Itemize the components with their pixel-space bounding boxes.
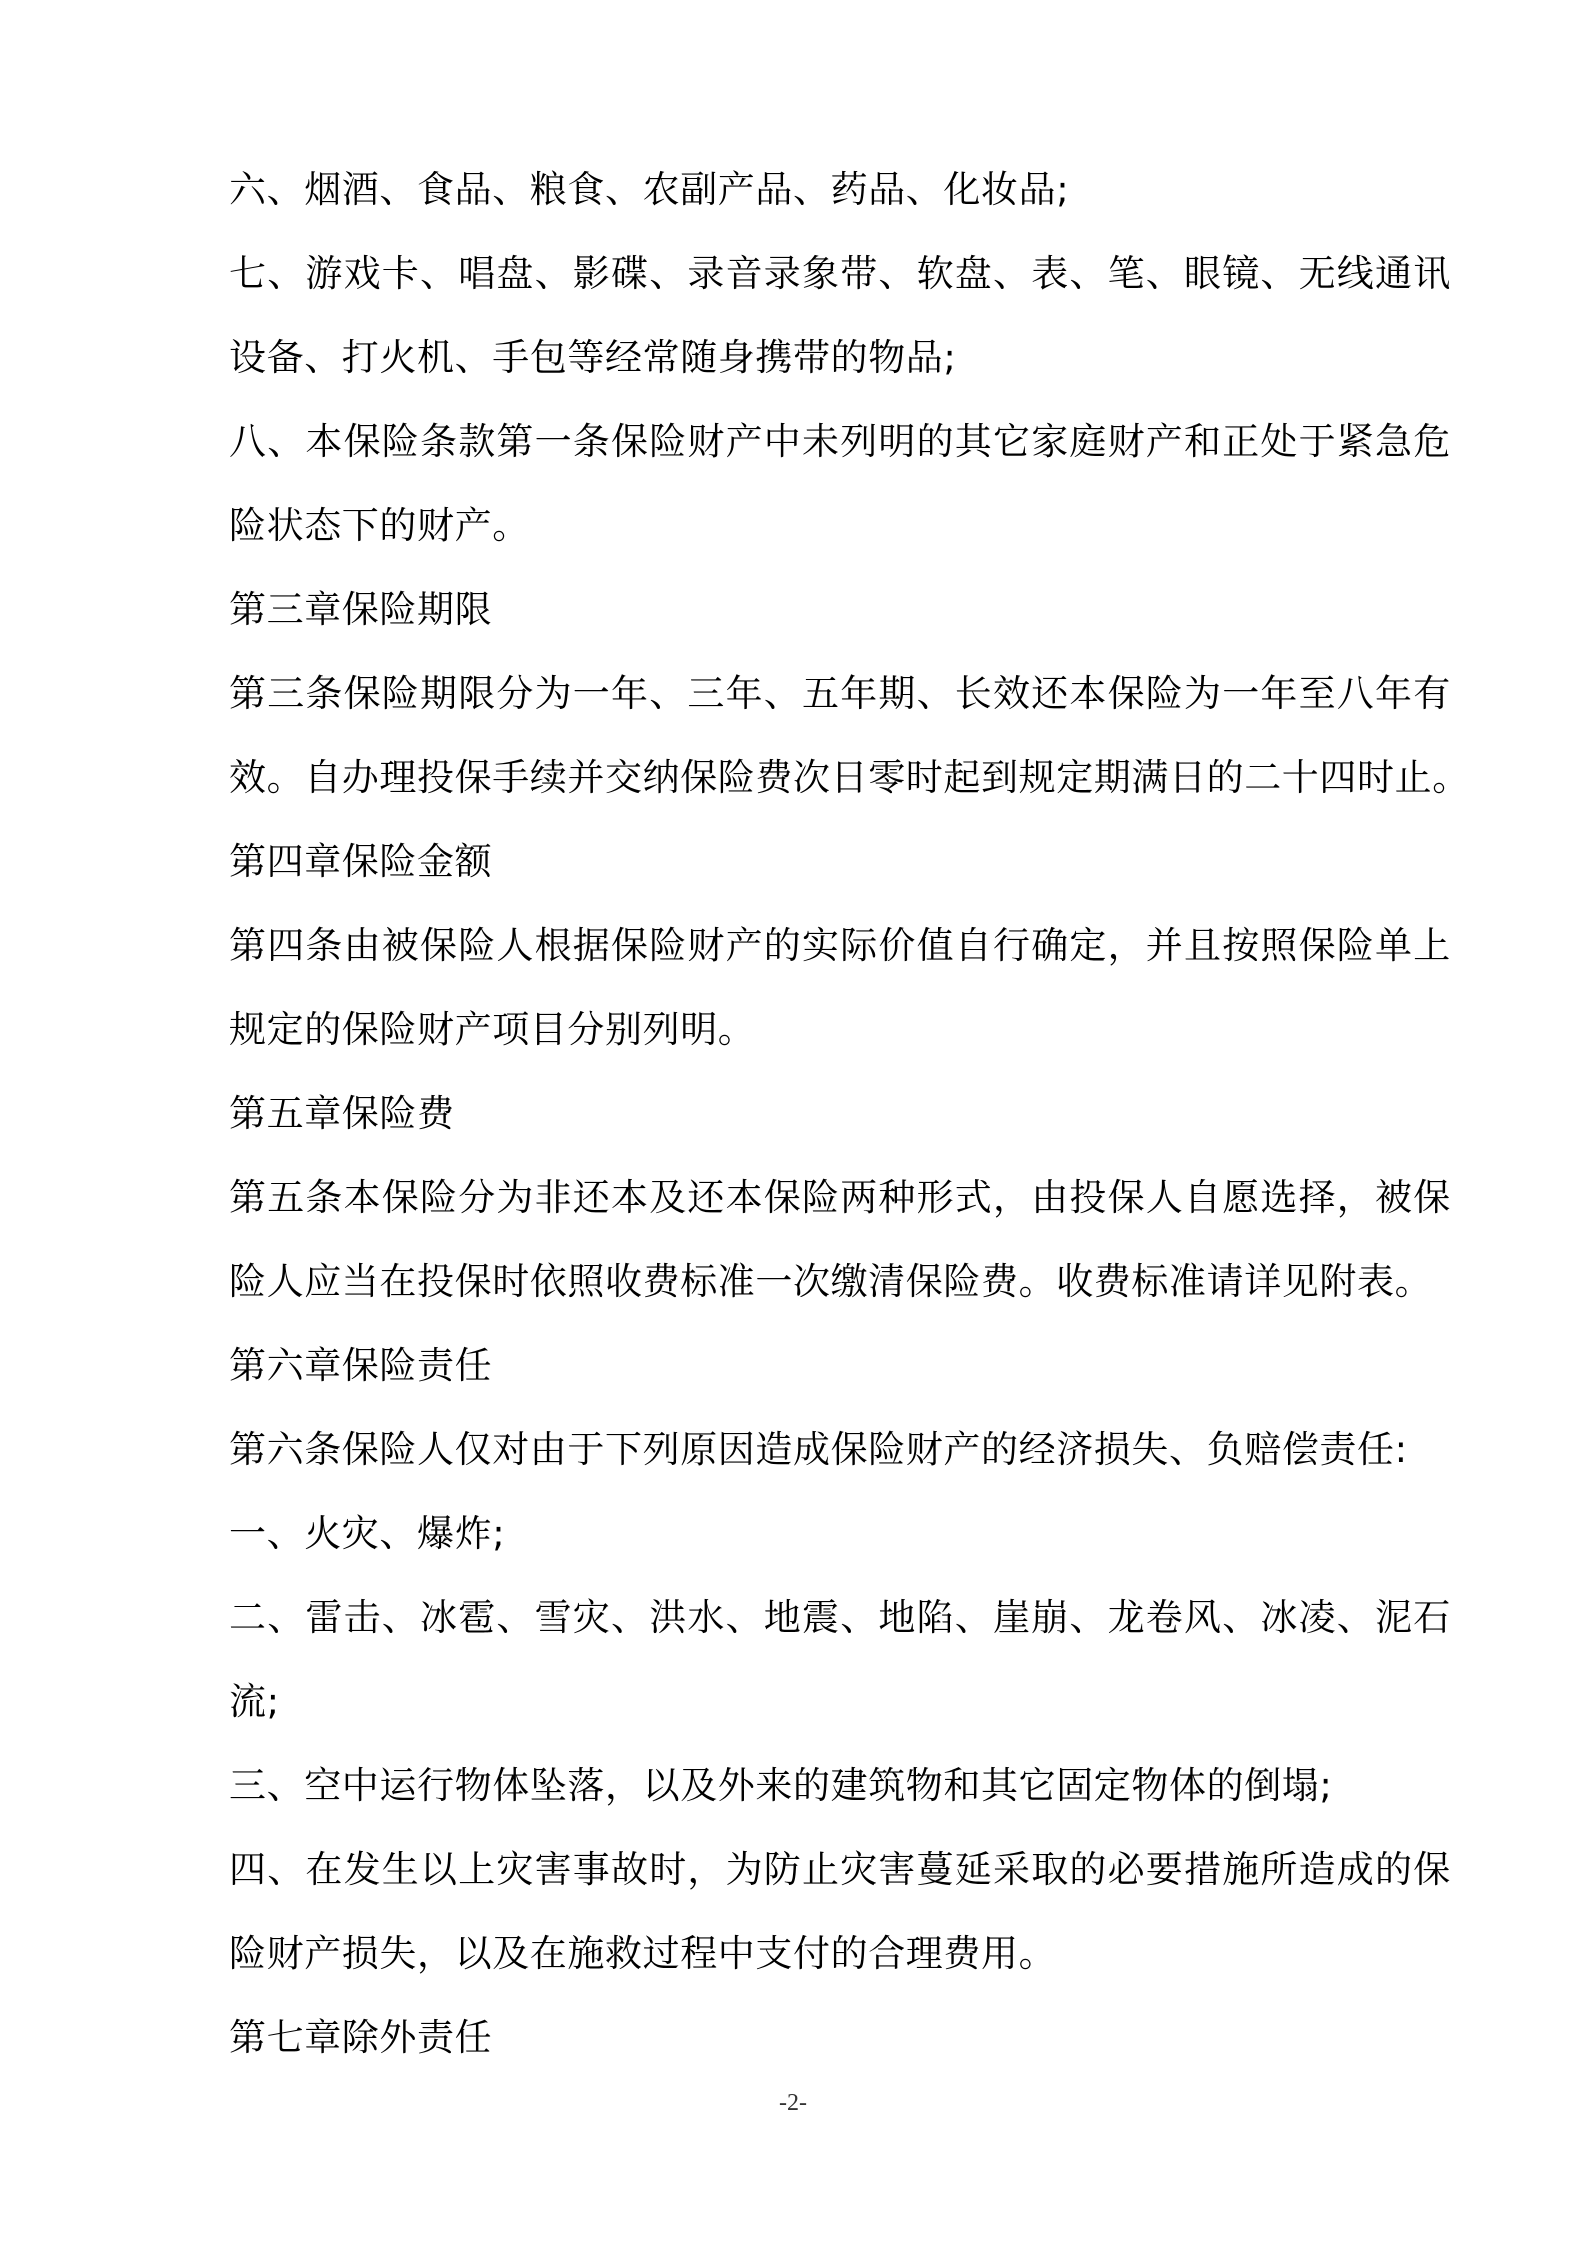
- text-line: 规定的保险财产项目分别列明。: [229, 1008, 756, 1051]
- text-line: 三、空中运行物体坠落，以及外来的建筑物和其它固定物体的倒塌;: [229, 1764, 1333, 1807]
- text-line: 险状态下的财产。: [229, 504, 530, 547]
- text-line: 第四条由被保险人根据保险财产的实际价值自行确定，并且按照保险单上: [229, 924, 1452, 967]
- text-line: 六、烟酒、食品、粮食、农副产品、药品、化妆品;: [229, 168, 1070, 211]
- text-line: 险财产损失，以及在施救过程中支付的合理费用。: [229, 1932, 1057, 1975]
- text-line: 效。自办理投保手续并交纳保险费次日零时起到规定期满日的二十四时止。: [229, 756, 1470, 799]
- section-heading: 第五章保险费: [229, 1092, 455, 1135]
- text-line: 设备、打火机、手包等经常随身携带的物品;: [229, 336, 957, 379]
- text-line: 第五条本保险分为非还本及还本保险两种形式，由投保人自愿选择，被保: [229, 1176, 1452, 1219]
- text-line: 一、火灾、爆炸;: [229, 1512, 506, 1555]
- document-body: [229, 148, 1470, 2080]
- section-heading: 第三章保险期限: [229, 588, 493, 631]
- section-heading: 第七章除外责任: [229, 2016, 493, 2059]
- text-line: 第三条保险期限分为一年、三年、五年期、长效还本保险为一年至八年有: [229, 672, 1452, 715]
- page-number: -2-: [779, 2090, 807, 2116]
- text-line: 七、游戏卡、唱盘、影碟、录音录象带、软盘、表、笔、眼镜、无线通讯: [229, 252, 1452, 295]
- text-line: 流;: [229, 1680, 280, 1723]
- text-line: 险人应当在投保时依照收费标准一次缴清保险费。收费标准请详见附表。: [229, 1260, 1433, 1303]
- text-line: 第六条保险人仅对由于下列原因造成保险财产的经济损失、负赔偿责任:: [229, 1428, 1408, 1471]
- section-heading: 第六章保险责任: [229, 1344, 493, 1387]
- text-line: 四、在发生以上灾害事故时，为防止灾害蔓延采取的必要措施所造成的保: [229, 1848, 1452, 1891]
- text-line: 八、本保险条款第一条保险财产中未列明的其它家庭财产和正处于紧急危: [229, 420, 1452, 463]
- section-heading: 第四章保险金额: [229, 840, 493, 883]
- text-line: 二、雷击、冰雹、雪灾、洪水、地震、地陷、崖崩、龙卷风、冰凌、泥石: [229, 1596, 1452, 1639]
